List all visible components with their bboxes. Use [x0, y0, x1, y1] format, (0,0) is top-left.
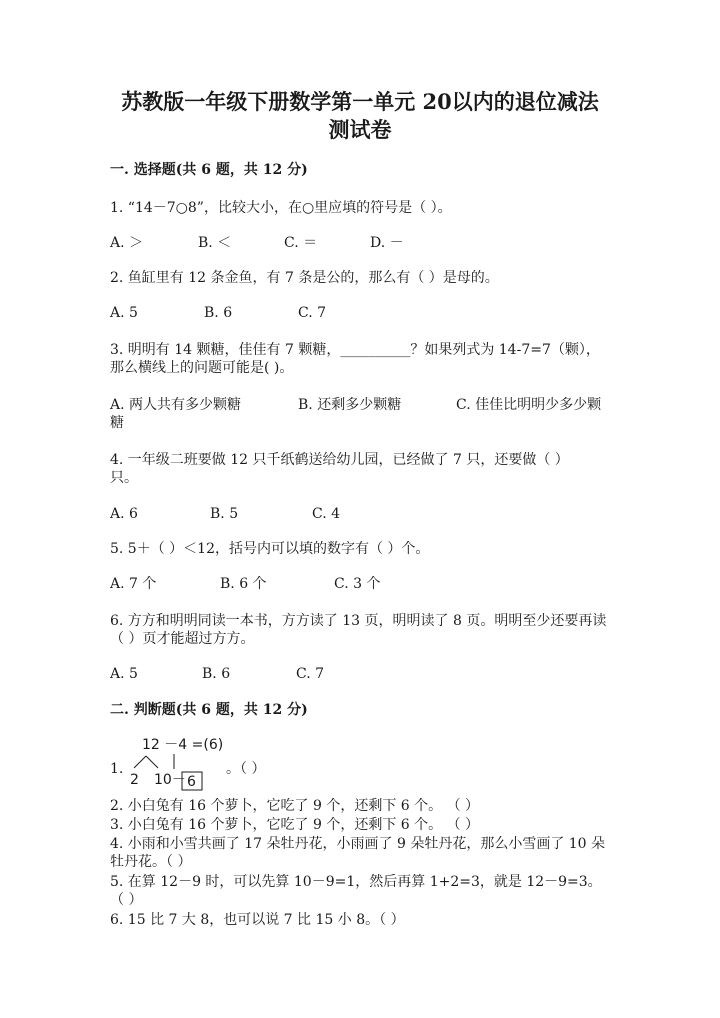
s1-q1-option-b: B. ＜: [198, 235, 232, 251]
s1-q3-text1: 3. 明明有 14 颗糖，佳佳有 7 颗糖，__________？如果列式为 14-7=7（颗），: [110, 342, 600, 358]
s2-q5-text1: 5. 在算 12－9 时，可以先算 10－9=1，然后再算 1+2=3，就是 12－9=3。: [110, 874, 602, 890]
section2-heading: 二. 判断题(共 6 题，共 12 分): [110, 702, 308, 718]
s1-q6-option-a: A. 5: [110, 666, 138, 682]
s1-q1-text: 1. “14－7○8”，比较大小，在○里应填的符号是（ ）。: [110, 200, 452, 216]
s1-q3-option-b: B. 还剩多少颗糖: [298, 397, 402, 413]
s1-q4-option-a: A. 6: [110, 506, 138, 522]
s1-q2-text: 2. 鱼缸里有 12 条金鱼，有 7 条是公的，那么有（ ）是母的。: [110, 270, 499, 286]
s2-q4-text1: 4. 小雨和小雪共画了 17 朵牡丹花，小雨画了 9 朵牡丹花，那么小雪画了 10 朵: [110, 836, 606, 852]
s1-q5-option-a: A. 7 个: [110, 576, 157, 592]
s1-q3-text2: 那么横线上的问题可能是( )。: [110, 360, 294, 376]
s1-q3-option-c-wrap: 糖: [110, 415, 124, 431]
s1-q4-text2: 只。: [110, 470, 138, 486]
s1-q2-option-c: C. 7: [298, 305, 327, 321]
s2-q2-text: 2. 小白兔有 16 个萝卜，它吃了 9 个，还剩下 6 个。 （ ）: [110, 798, 480, 814]
diagram-mid-number: 10－: [154, 772, 186, 788]
s1-q1-option-d: D. －: [370, 235, 404, 251]
s1-q5-text: 5. 5＋（ ）＜12，括号内可以填的数字有（ ）个。: [110, 541, 430, 557]
s1-q4-option-b: B. 5: [210, 506, 239, 522]
s1-q6-option-b: B. 6: [202, 666, 231, 682]
s1-q6-text1: 6. 方方和明明同读一本书，方方读了 13 页，明明读了 8 页。明明至少还要再读: [110, 613, 607, 629]
s2-q1-number: 1.: [110, 761, 124, 777]
s1-q6-option-c: C. 7: [296, 666, 325, 682]
s2-q3-text: 3. 小白兔有 16 个萝卜，它吃了 9 个，还剩下 6 个。 （ ）: [110, 817, 480, 833]
s1-q1-option-a: A. ＞: [110, 235, 144, 251]
s1-q3-option-c: C. 佳佳比明明少多少颗: [456, 397, 602, 413]
s2-q6-text: 6. 15 比 7 大 8，也可以说 7 比 15 小 8。（ ）: [110, 912, 405, 928]
doc-title-line2: 测试卷: [328, 117, 392, 142]
s1-q5-option-c: C. 3 个: [334, 576, 381, 592]
section1-heading: 一. 选择题(共 6 题，共 12 分): [110, 162, 308, 178]
s1-q2-option-a: A. 5: [110, 305, 138, 321]
s2-q5-text2: （ ）: [110, 892, 143, 908]
s1-q6-text2: （ ）页才能超过方方。: [110, 631, 255, 647]
s1-q4-text1: 4. 一年级二班要做 12 只千纸鹤送给幼儿园，已经做了 7 只，还要做（ ）: [110, 452, 569, 468]
s2-q1-suffix: 。（ ）: [226, 761, 266, 777]
diagram-left-number: 2: [130, 772, 139, 788]
diagram-expression: 12 －4 =(6): [142, 737, 224, 753]
s1-q1-option-c: C. ＝: [284, 235, 318, 251]
s1-q3-option-a: A. 两人共有多少颗糖: [110, 397, 242, 413]
diagram-box-number: 6: [187, 774, 196, 790]
s1-q2-option-b: B. 6: [204, 305, 233, 321]
diagram-branch-left: [134, 756, 146, 768]
doc-title-line1: 苏教版一年级下册数学第一单元 20以内的退位减法: [121, 89, 599, 114]
s1-q4-option-c: C. 4: [312, 506, 341, 522]
s1-q5-option-b: B. 6 个: [220, 576, 267, 592]
diagram-branch-right: [146, 756, 158, 768]
s2-q4-text2: 牡丹花。（ ）: [110, 854, 192, 870]
